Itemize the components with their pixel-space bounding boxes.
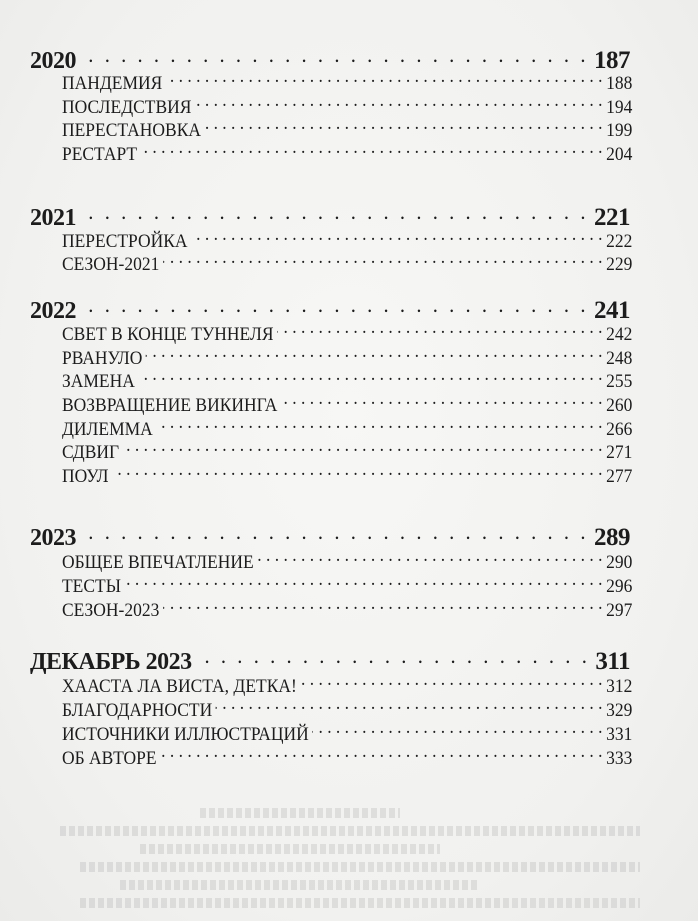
toc-entry [62, 463, 632, 488]
dot-leader [277, 321, 602, 340]
dot-leader [195, 94, 602, 113]
dot-leader [281, 392, 602, 411]
entry-page-number: 329 [606, 700, 633, 721]
dot-leader [146, 345, 602, 364]
section-title: 2020 [30, 48, 76, 74]
toc-entry [62, 392, 632, 417]
toc-entry [62, 597, 632, 622]
entry-title: ДИЛЕММА [62, 419, 153, 440]
toc-entry [62, 70, 632, 95]
toc-entry [62, 439, 632, 464]
entry-page-number: 222 [606, 231, 633, 252]
toc-section-heading [30, 521, 630, 552]
entry-title: ЗАМЕНА [62, 371, 135, 392]
toc-entry [62, 321, 632, 346]
toc-entry [62, 228, 632, 253]
section-title: 2021 [30, 205, 76, 231]
toc-section-heading [30, 645, 630, 676]
entry-page-number: 194 [606, 97, 633, 118]
entry-page-number: 204 [606, 144, 633, 165]
dot-leader [80, 294, 590, 318]
entry-page-number: 188 [606, 73, 633, 94]
dot-leader [257, 549, 602, 568]
entry-page-number: 248 [606, 348, 633, 369]
dot-leader [312, 721, 602, 740]
dot-leader [300, 673, 602, 692]
dot-leader [112, 463, 602, 482]
toc-entry [62, 745, 632, 770]
entry-page-number: 266 [606, 419, 633, 440]
entry-page-number: 333 [606, 748, 633, 769]
section-title: 2022 [30, 298, 76, 324]
toc-entry [62, 141, 632, 166]
toc-entry [62, 416, 632, 441]
bleed-through-texture [40, 800, 660, 920]
entry-title: ОБ АВТОРЕ [62, 748, 157, 769]
entry-page-number: 255 [606, 371, 633, 392]
entry-page-number: 242 [606, 324, 633, 345]
toc-entry [62, 697, 632, 722]
section-page-number: 187 [594, 47, 630, 74]
entry-title: ПОУЛ [62, 466, 109, 487]
entry-title: РЕСТАРТ [62, 144, 138, 165]
section-page-number: 289 [594, 524, 630, 551]
toc-entry [62, 573, 632, 598]
entry-page-number: 260 [606, 395, 633, 416]
dot-leader [141, 141, 603, 160]
dot-leader [196, 645, 592, 669]
entry-page-number: 271 [606, 442, 633, 463]
entry-page-number: 331 [606, 724, 633, 745]
entry-title: ПОСЛЕДСТВИЯ [62, 97, 192, 118]
dot-leader [80, 201, 590, 225]
entry-title: ХААСТА ЛА ВИСТА, ДЕТКА! [62, 676, 297, 697]
dot-leader [123, 439, 603, 458]
entry-title: ТЕСТЫ [62, 576, 121, 597]
entry-title: СЕЗОН-2021 [62, 254, 160, 275]
entry-title: ПЕРЕСТРОЙКА [62, 231, 188, 252]
dot-leader [163, 251, 602, 270]
entry-title: ВОЗВРАЩЕНИЕ ВИКИНГА [62, 395, 278, 416]
entry-title: ПАНДЕМИЯ [62, 73, 163, 94]
toc-entry [62, 673, 632, 698]
toc-entry [62, 368, 632, 393]
section-title: 2023 [30, 525, 76, 551]
entry-title: СВЕТ В КОНЦЕ ТУННЕЛЯ [62, 324, 274, 345]
dot-leader [156, 416, 602, 435]
dot-leader [191, 228, 602, 247]
entry-title: РВАНУЛО [62, 348, 143, 369]
dot-leader [139, 368, 603, 387]
entry-title: ПЕРЕСТАНОВКА [62, 120, 201, 141]
toc-entry [62, 117, 632, 142]
section-page-number: 311 [595, 648, 630, 675]
toc-entry [62, 251, 632, 276]
toc-entry [62, 94, 632, 119]
entry-title: БЛАГОДАРНОСТИ [62, 700, 213, 721]
entry-page-number: 312 [606, 676, 633, 697]
entry-title: СЕЗОН-2023 [62, 600, 160, 621]
dot-leader [205, 117, 603, 136]
section-page-number: 241 [594, 297, 630, 324]
entry-page-number: 199 [606, 120, 633, 141]
entry-title: ИСТОЧНИКИ ИЛЛЮСТРАЦИЙ [62, 724, 309, 745]
dot-leader [160, 745, 602, 764]
dot-leader [125, 573, 603, 592]
dot-leader [216, 697, 603, 716]
section-page-number: 221 [594, 204, 630, 231]
entry-page-number: 290 [606, 552, 633, 573]
dot-leader [80, 521, 590, 545]
entry-title: ОБЩЕЕ ВПЕЧАТЛЕНИЕ [62, 552, 254, 573]
toc-entry [62, 721, 632, 746]
entry-page-number: 297 [606, 600, 633, 621]
entry-page-number: 277 [606, 466, 633, 487]
entry-title: СДВИГ [62, 442, 120, 463]
entry-page-number: 296 [606, 576, 633, 597]
toc-entry [62, 549, 632, 574]
toc-entry [62, 345, 632, 370]
dot-leader [163, 597, 602, 616]
section-title: ДЕКАБРЬ 2023 [30, 649, 192, 675]
dot-leader [166, 70, 603, 89]
entry-page-number: 229 [606, 254, 633, 275]
dot-leader [80, 44, 590, 68]
